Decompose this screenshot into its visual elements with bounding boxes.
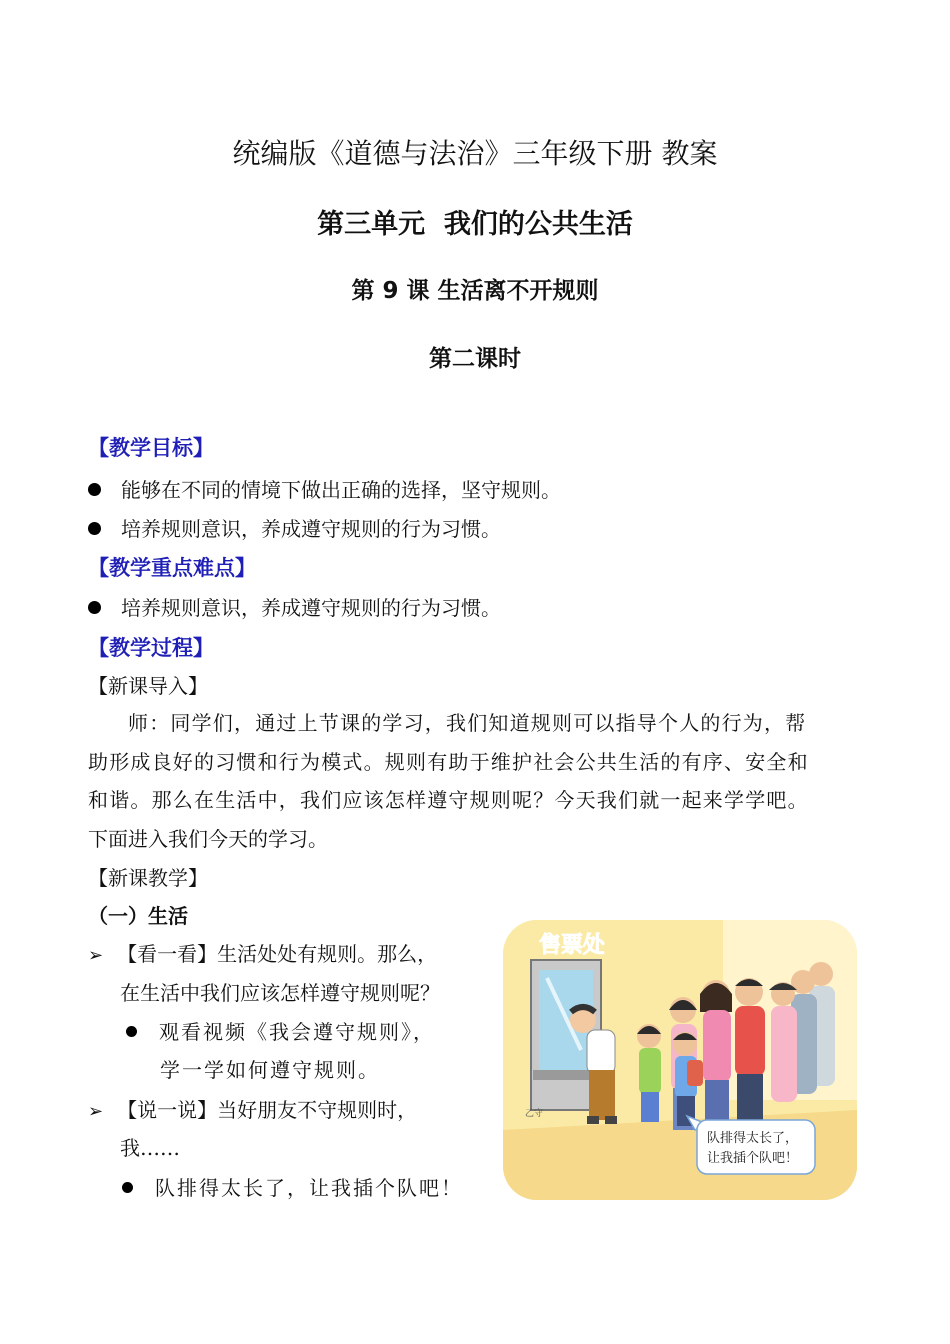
bullet-icon bbox=[88, 601, 101, 614]
say-sub-item: 队排得太长了，让我插个队吧！ bbox=[122, 1172, 463, 1201]
intro-line: 下面进入我们今天的学习。 bbox=[88, 826, 328, 851]
wall-text: 乙守 bbox=[525, 1109, 544, 1119]
bullet-icon bbox=[122, 1182, 133, 1193]
document-title: 统编版《道德与法治》三年级下册 教案 bbox=[232, 137, 718, 170]
intro-label: 【新课导入】 bbox=[88, 674, 208, 698]
say-item: ➢ 【说一说】当好朋友不守规则时， bbox=[88, 1098, 418, 1122]
ticket-office-sign: 售票处 bbox=[539, 933, 606, 958]
bullet-icon bbox=[126, 1026, 137, 1037]
goal-item: 培养规则意识，养成遵守规则的行为习惯。 bbox=[88, 513, 501, 542]
unit-title: 第三单元 我们的公共生活 bbox=[317, 209, 633, 240]
bubble-line: 让我插个队吧！ bbox=[707, 1151, 799, 1166]
key-point-item: 培养规则意识，养成遵守规则的行为习惯。 bbox=[88, 592, 501, 621]
video-item: 观看视频《我会遵守规则》， bbox=[126, 1016, 435, 1045]
goals-heading: 【教学目标】 bbox=[88, 436, 214, 460]
look-item: ➢ 【看一看】生活处处有规则。那么， bbox=[88, 942, 438, 966]
intro-line: 助形成良好的习惯和行为模式。规则有助于维护社会公共生活的有序、安全和 bbox=[88, 749, 809, 774]
speech-bubble bbox=[687, 1116, 815, 1174]
section-title: （一）生活 bbox=[88, 904, 188, 928]
intro-line: 师：同学们，通过上节课的学习，我们知道规则可以指导个人的行为，帮 bbox=[128, 711, 807, 735]
bullet-icon bbox=[88, 522, 101, 535]
key-points-heading: 【教学重点难点】 bbox=[88, 556, 256, 580]
look-item-cont: 在生活中我们应该怎样遵守规则呢？ bbox=[120, 981, 440, 1005]
video-item-cont: 学一学如何遵守规则。 bbox=[160, 1058, 380, 1082]
queue-illustration bbox=[503, 920, 857, 1200]
process-heading: 【教学过程】 bbox=[88, 636, 214, 660]
bubble-line: 队排得太长了， bbox=[707, 1131, 799, 1146]
arrow-bullet-icon: ➢ bbox=[88, 1101, 104, 1122]
teaching-label: 【新课教学】 bbox=[88, 866, 208, 890]
say-item-cont: 我…… bbox=[120, 1136, 180, 1160]
arrow-bullet-icon: ➢ bbox=[88, 945, 104, 966]
intro-line: 和谐。那么在生活中，我们应该怎样遵守规则呢？今天我们就一起来学学吧。 bbox=[88, 788, 809, 812]
period-title: 第二课时 bbox=[429, 346, 521, 372]
lesson-title: 第 9 课 生活离不开规则 bbox=[351, 278, 599, 304]
goal-item: 能够在不同的情境下做出正确的选择，坚守规则。 bbox=[88, 474, 561, 503]
intro-paragraph bbox=[88, 704, 862, 858]
bullet-icon bbox=[88, 483, 101, 496]
